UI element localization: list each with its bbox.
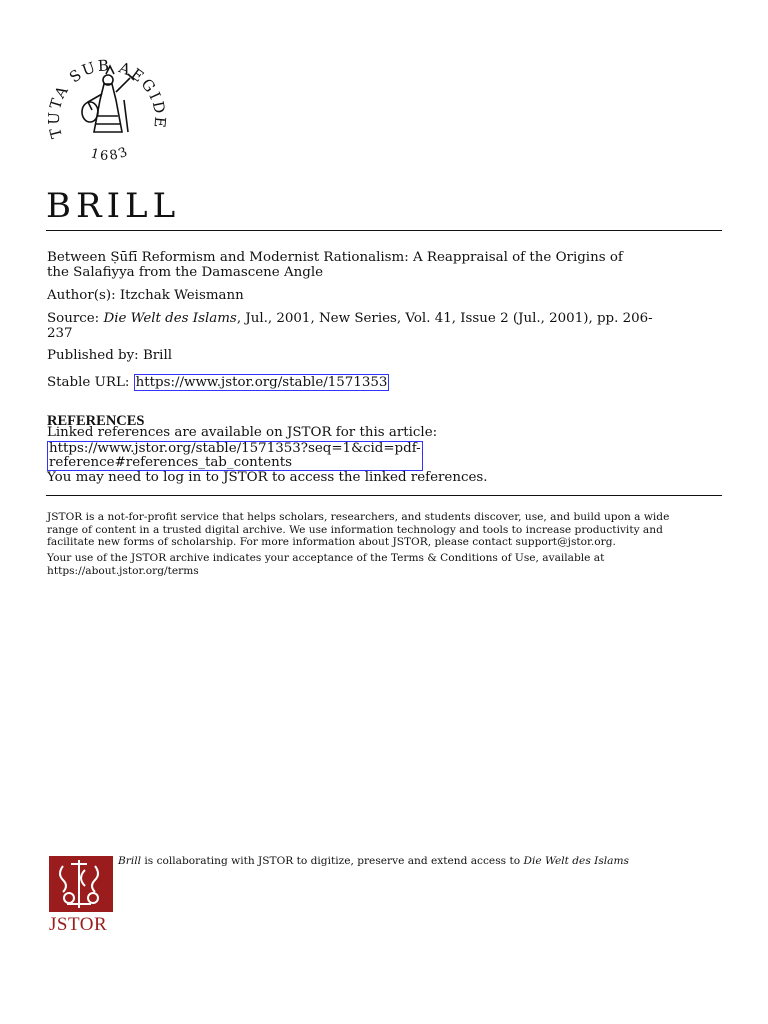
published-by-label: Published by: xyxy=(47,348,139,363)
source-line xyxy=(47,311,727,341)
source-label: Source: xyxy=(47,311,100,326)
stable-url-line xyxy=(47,375,727,390)
title-line-2: the Salafiyya from the Damascene Angle xyxy=(47,265,324,280)
references-link[interactable]: https://www.jstor.org/stable/1571353?seq=1&cid=pdf- reference#references_tab_contents xyxy=(49,440,421,470)
stable-url-link[interactable]: https://www.jstor.org/stable/1571353 xyxy=(135,375,388,390)
references-note: You may need to log in to JSTOR to access the linked references. xyxy=(47,469,488,485)
authors-line xyxy=(47,288,727,303)
references-block xyxy=(47,426,727,485)
collab-publisher: Brill xyxy=(118,855,142,867)
seal-motto: TUTA SUB AEGIDE xyxy=(44,56,170,141)
source-pages-end: 237 xyxy=(47,326,73,341)
collaboration-statement: Brill is collaborating with JSTOR to digitize, preserve and extend access to Die Welt des Islams xyxy=(118,855,629,867)
published-by-line xyxy=(47,348,727,363)
journal-name: Die Welt des Islams xyxy=(103,311,237,326)
stable-url-label: Stable URL: xyxy=(47,375,130,390)
seal-year: 1683 xyxy=(88,144,132,164)
jstor-wordmark: JSTOR xyxy=(49,914,108,935)
brill-seal xyxy=(44,40,170,166)
references-heading: REFERENCES xyxy=(47,413,145,429)
jstor-logo xyxy=(49,856,113,936)
title-line-1: Between Ṣūfī Reformism and Modernist Rationalism: A Reappraisal of the Origins of xyxy=(47,250,623,265)
brill-wordmark: BRILL xyxy=(46,186,181,226)
jstor-info-paragraph: JSTOR is a not-for-profit service that helps scholars, researchers, and students discover, use, and build upon a wide range of content in a trusted digital archive. We use information technology and tools to increase productivity and facilitate new forms of scholarship. For more information about JSTOR, please contact support@jstor.org. xyxy=(47,511,670,548)
references-divider xyxy=(46,495,722,496)
article-title xyxy=(47,250,727,280)
terms-url[interactable]: https://about.jstor.org/terms xyxy=(47,564,199,577)
terms-paragraph: Your use of the JSTOR archive indicates your acceptance of the Terms & Conditions of Use, available at https://about.jstor.org/terms xyxy=(47,552,605,577)
authors-label: Author(s): xyxy=(47,288,116,303)
collab-journal: Die Welt des Islams xyxy=(523,855,629,867)
header-divider xyxy=(46,230,722,231)
authors-value: Itzchak Weismann xyxy=(119,288,244,303)
seal-emblem-icon xyxy=(44,40,170,166)
references-intro: Linked references are available on JSTOR for this article: xyxy=(47,425,438,440)
source-details: , Jul., 2001, New Series, Vol. 41, Issue 2 (Jul., 2001), pp. 206- xyxy=(236,311,653,326)
jstor-emblem-icon xyxy=(49,856,113,912)
published-by-value: Brill xyxy=(142,348,173,363)
